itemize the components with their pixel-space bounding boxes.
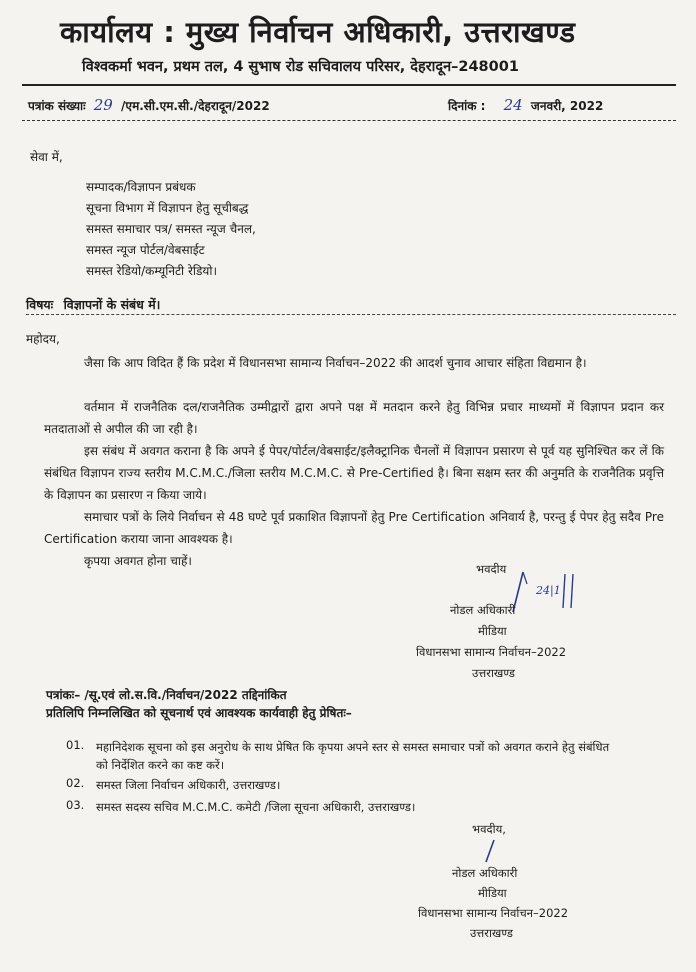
recipient-line: सम्पादक/विज्ञापन प्रबंधक xyxy=(86,180,196,194)
recipient-line: समस्त न्यूज पोर्टल/वेबसाईट xyxy=(86,243,205,257)
sig2-state: उत्तराखण्ड xyxy=(470,926,513,940)
date-rest: जनवरी, 2022 xyxy=(530,99,604,113)
body-paragraph-2: वर्तमान में राजनैतिक दल/राजनैतिक उम्मीद्वारों द्वारा अपने पक्ष में मतदान करने हेतु विभिन्न प्रचार माध्यमों में विज्ञापन प्रदान कर मतदाताओं से अपील की जा रही है। xyxy=(44,400,664,436)
sig-election: विधानसभा सामान्य निर्वाचन–2022 xyxy=(416,645,567,659)
recipient-line: समस्त समाचार पत्र/ समस्त न्यूज चैनल, xyxy=(86,222,256,236)
header-rule xyxy=(22,84,676,86)
ref-divider xyxy=(22,120,676,121)
body-paragraph-3: इस संबंध में अवगत कराना है कि अपने ई पेपर/पोर्टल/वेबसाईट/इलैक्ट्रानिक चैनलों में विज्ञापन प्रसारण से पूर्व यह सुनिश्चित कर लें कि संबंधित विज्ञापन राज्य स्तरीय M.C.M.C./जिला स्तरीय M.C.M.C. से Pre-Certified है। बिना सक्षम स्तर की अनुमति के राजनैतिक प्रवृत्ति के विज्ञापन का प्रसारण न किया जाये। xyxy=(44,444,664,502)
date-label: दिनांक : xyxy=(448,99,486,113)
copy-item-text: समस्त जिला निर्वाचन अधिकारी, उत्तराखण्ड। xyxy=(96,778,281,792)
body-paragraph-5: कृपया अवगत होना चाहें। xyxy=(84,554,192,568)
signature-initials: 24|1 xyxy=(536,584,561,597)
copy-intro: प्रतिलिपि निम्नलिखित को सूचनार्थ एवं आवश्यक कार्यवाही हेतु प्रेषितः– xyxy=(46,706,352,720)
copy-item-text: महानिदेशक सूचना को इस अनुरोध के साथ प्रेषित कि कृपया अपने स्तर से समस्त समाचार पत्रों को अवगत कराने हेतु संबंधित को निर्देशित करने का कष्ट करें। xyxy=(96,740,610,772)
copy-item-number: 01. xyxy=(66,738,85,752)
letter-date xyxy=(448,96,603,114)
copy-item-number: 02. xyxy=(66,776,85,790)
office-address: विश्वकर्मा भवन, प्रथम तल, 4 सुभाष रोड सचिवालय परिसर, देहरादून–248001 xyxy=(82,59,519,75)
body-paragraph-1: जैसा कि आप विदित हैं कि प्रदेश में विधानसभा सामान्य निर्वाचन–2022 की आदर्श चुनाव आचार संहिता विद्यमान है। xyxy=(84,356,587,370)
office-title: कार्यालय : मुख्य निर्वाचन अधिकारी, उत्तराखण्ड xyxy=(60,15,576,49)
salutation: महोदय, xyxy=(26,332,60,346)
closing-2: भवदीय, xyxy=(472,822,506,836)
sig2-election: विधानसभा सामान्य निर्वाचन–2022 xyxy=(418,906,569,920)
sig2-dept: मीडिया xyxy=(478,886,507,900)
ref-label: पत्रांक संख्याः xyxy=(28,99,86,113)
subject-line xyxy=(26,296,160,313)
sig2-designation: नोडल अधिकारी xyxy=(452,866,518,880)
date-day-handwritten: 24 xyxy=(503,96,523,114)
signature-mark-2 xyxy=(474,836,504,866)
sig-designation: नोडल अधिकारी xyxy=(450,603,516,617)
ref-suffix: /एम.सी.एम.सी./देहरादून/2022 xyxy=(121,99,270,113)
reference-number xyxy=(28,96,270,114)
sig-dept: मीडिया xyxy=(478,624,507,638)
copy-item-text: समस्त सदस्य सचिव M.C.M.C. कमेटी /जिला सूचना अधिकारी, उत्तराखण्ड। xyxy=(96,800,416,814)
copy-item-number: 03. xyxy=(66,798,85,812)
body-paragraph-4: समाचार पत्रों के लिये निर्वाचन से 48 घण्टे पूर्व प्रकाशित विज्ञापनों हेतु Pre Certification अनिवार्य है, परन्तु ई पेपर हेतु सदैव Pre Certification कराया जाना आवश्यक है। xyxy=(44,510,664,546)
sig-state: उत्तराखण्ड xyxy=(472,666,515,680)
copy-reference: पत्रांकः– /सू.एवं लो.स.वि./निर्वाचन/2022 तद्दिनांकित xyxy=(46,688,287,702)
closing: भवदीय xyxy=(476,562,507,576)
recipient-line: सूचना विभाग में विज्ञापन हेतु सूचीबद्ध xyxy=(86,201,249,215)
ref-number-handwritten: 29 xyxy=(93,96,113,114)
subject-divider xyxy=(26,314,676,315)
to-label: सेवा में, xyxy=(30,150,63,164)
subject-label: विषयः xyxy=(26,297,54,312)
recipient-line: समस्त रेडियो/कम्यूनिटी रेडियो। xyxy=(86,264,218,278)
subject-text: विज्ञापनों के संबंध में। xyxy=(63,297,161,312)
